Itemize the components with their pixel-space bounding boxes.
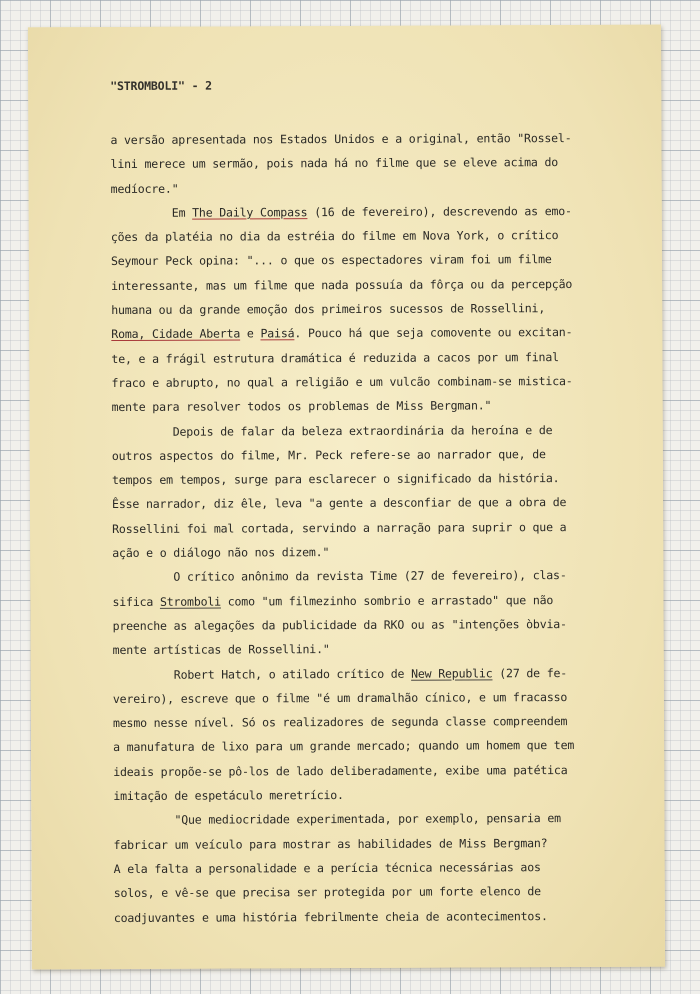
text-line [111, 247, 651, 274]
text-run: mente artísticas de Rossellini." [112, 642, 330, 658]
text-line [113, 660, 653, 687]
text-line [111, 271, 651, 298]
text-run: mente para resolver todos os problemas de Miss Bergman." [111, 398, 492, 415]
text-line [113, 830, 653, 857]
text-run: (16 de fevereiro), descrevendo as emo- [307, 203, 572, 220]
underlined-title: Paisá [260, 326, 295, 341]
text-run: ideais propõe-se pô-los de lado deliberadamente, exibe uma patética [113, 762, 568, 779]
text-run: . Pouco há que seja comovente ou excitan- [294, 325, 573, 341]
text-line [112, 393, 652, 420]
text-line [111, 174, 651, 201]
text-line [113, 709, 653, 736]
text-run: outros aspectos do filme, Mr. Peck refere-se ao narrador que, de [111, 446, 546, 463]
text-run: medíocre." [110, 181, 179, 196]
text-line [114, 903, 654, 930]
text-run: imitação de espetáculo meretrício. [113, 788, 344, 804]
text-run: Rossellini foi mal cortada, servindo a narração para suprir o que a [112, 519, 567, 536]
text-run: mesmo nesse nível. Só os realizadores de segunda classe compreendem [112, 714, 568, 731]
text-run: solos, e vê-se que precisa ser protegida por um forte elenco de [113, 884, 541, 901]
text-run: lini merece um sermão, pois nada há no filme que se eleve acima do [110, 155, 559, 172]
text-line [114, 855, 654, 882]
text-line [113, 612, 653, 639]
text-line [111, 320, 651, 347]
text-run: vereiro), escreve que o filme "é um dramalhão cínico, e um fracasso [112, 689, 568, 706]
text-run: fabricar um veículo para mostrar as habilidades de Miss Bergman? [113, 835, 548, 852]
text-run: humana ou da grande emoção dos primeiros sucessos de Rossellini, [111, 301, 546, 318]
text-line [110, 150, 650, 177]
text-run: sifica [112, 594, 160, 609]
text-line [113, 782, 653, 809]
underlined-title: The Daily Compass [192, 205, 308, 220]
text-run: coadjuvantes e uma história febrilmente cheia de acontecimentos. [113, 908, 548, 925]
text-run: a manufatura de lixo para um grande mercado; quando um homem que tem [113, 738, 575, 755]
underlined-title: Roma, Cidade Aberta [111, 326, 241, 342]
text-run: fraco e abrupto, no qual a religião e um vulcão combinam-se misticа- [111, 373, 573, 390]
text-run: "Que mediocridade experimentada, por exemplo, pensaria em [113, 811, 561, 828]
text-run: a versão apresentada nos Estados Unidos e a original, então "Rossel- [110, 131, 572, 148]
underlined-title: Stromboli [159, 594, 221, 609]
body-text [110, 126, 653, 930]
typewritten-text [110, 73, 654, 930]
text-line [111, 344, 651, 371]
text-run: Robert Hatch, o atilado crítico de [112, 666, 412, 682]
text-line [112, 539, 652, 566]
text-line [113, 636, 653, 663]
text-line [112, 490, 652, 517]
text-run: te, e a frágil estrutura dramática é reduzida a cacos por um final [111, 349, 559, 366]
text-run: A ela falta a personalidade e a perícia técnica necessárias aos [113, 860, 541, 876]
text-run: Em [110, 205, 193, 220]
text-run: Êsse narrador, diz êle, leva "a gente a desconfiar de que a obra de [111, 495, 567, 512]
text-run: Seymour Peck opina: "... o que os espectadores viram foi um filme [110, 252, 552, 269]
text-line [112, 417, 652, 444]
text-run: Depois de falar da beleza extraordinária da heroína e de [111, 422, 553, 439]
text-run: ação e o diálogo não nos dizem." [112, 545, 330, 561]
text-line [112, 442, 652, 469]
text-run: como "um filmezinho sombrio e arrastado" que não [220, 592, 554, 609]
text-run: e [240, 326, 261, 341]
text-line [113, 733, 653, 760]
text-line [112, 466, 652, 493]
text-line [113, 684, 653, 711]
page-header: "STROMBOLI" - 2 [110, 78, 212, 94]
text-line [112, 587, 652, 614]
text-line [113, 806, 653, 833]
text-line [111, 199, 651, 226]
text-run: O crítico anônimo da revista Time (27 de fevereiro), clas- [112, 568, 567, 585]
text-run: preenche as alegações da publicidade da RKO ou as "intenções òbvia- [112, 616, 567, 633]
text-line [111, 369, 651, 396]
text-line [111, 296, 651, 323]
underlined-title: New Republic [411, 665, 493, 681]
text-run: tempos em tempos, surge para esclarecer o significado da história. [111, 471, 560, 488]
typewritten-page [28, 25, 665, 970]
text-line [114, 879, 654, 906]
text-run: ções da platéia no dia da estréia do filme em Nova York, o crítico [110, 228, 559, 245]
text-line [113, 757, 653, 784]
text-run: interessante, mas um filme que nada possuía da fôrça ou da percepção [111, 276, 573, 293]
text-line [112, 514, 652, 541]
text-line [110, 126, 650, 153]
text-line [112, 563, 652, 590]
text-run: (27 de fe- [492, 665, 568, 680]
text-line [111, 223, 651, 250]
